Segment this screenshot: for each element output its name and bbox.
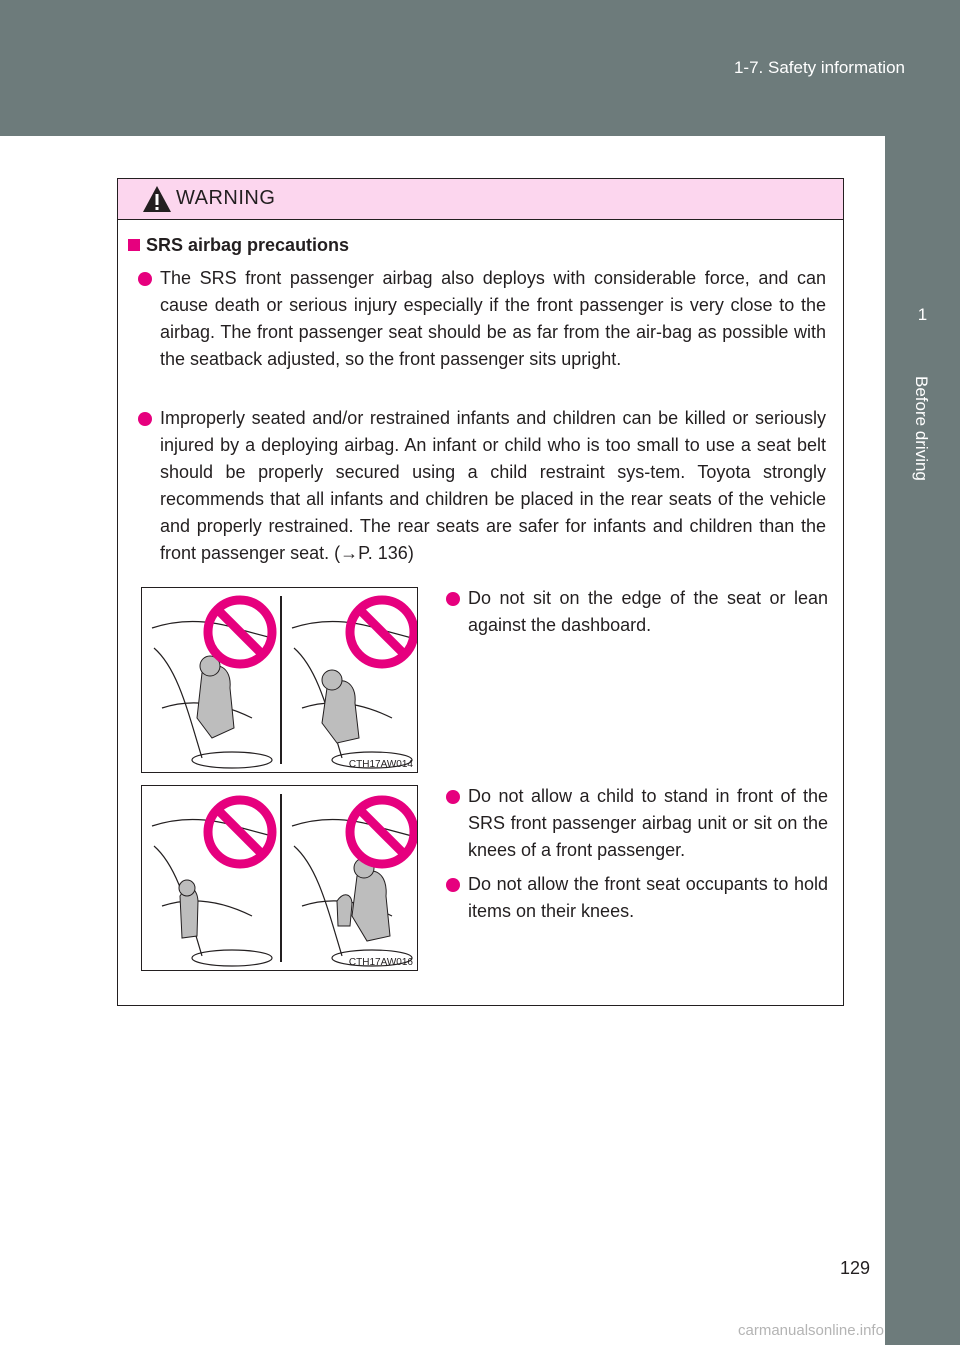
chapter-side-tab <box>885 136 960 1345</box>
section-title: 1-7. Safety information <box>733 58 905 77</box>
figure-2-bullet-1 <box>468 783 828 864</box>
figure-divider <box>280 794 282 962</box>
prohibition-icon <box>208 800 272 864</box>
bullet-dot-icon <box>138 272 152 286</box>
heading-square-icon <box>128 239 140 251</box>
page-header-bar <box>0 0 960 136</box>
paragraph-1-text: The SRS front passenger airbag also deploys with considerable force, and can cause death or serious injury especially if the front passenger is very close to the airbag. The front passenger seat should be as far from the air-bag as possible with the seatback adjusted, so the front passenger sits upright. <box>160 268 826 369</box>
bullet-dot-icon <box>446 878 460 892</box>
side-tab-label-bg <box>885 366 960 536</box>
figure-2-bullet-2-text: Do not allow the front seat occupants to hold items on their knees. <box>468 874 828 921</box>
bullet-dot-icon <box>446 592 460 606</box>
paragraph-2-text: Improperly seated and/or restrained infants and children can be killed or seriously injured by a deploying airbag. An infant or child who is too small to use a seat belt should be properly secured using a child restraint sys-tem. Toyota strongly recommends that all infants and children be placed in the rear seats of the vehicle and properly restrained. The rear seats are safer for infants and children than the front passenger seat. (→P. 136) <box>160 408 826 563</box>
prohibition-icon <box>208 600 272 664</box>
heading-text: SRS airbag precautions <box>146 235 350 255</box>
figure-1 <box>141 587 418 773</box>
prohibition-icon <box>350 600 414 664</box>
figure-divider <box>280 596 282 764</box>
figure-2-bullet-2 <box>468 871 828 925</box>
prohibition-icon <box>350 800 414 864</box>
figure-2 <box>141 785 418 971</box>
chapter-number: 1 <box>917 305 928 324</box>
warning-label: WARNING <box>176 187 276 209</box>
paragraph-2 <box>160 405 826 567</box>
bullet-dot-icon <box>446 790 460 804</box>
warning-box <box>117 178 844 1006</box>
chapter-name: Before driving <box>912 376 931 481</box>
section-heading <box>128 235 349 256</box>
figure-1-bullet-text: Do not sit on the edge of the seat or lean against the dashboard. <box>468 588 828 635</box>
figure-code: CTH17AW014 <box>348 759 413 770</box>
figure-2-bullet-1-text: Do not allow a child to stand in front of the SRS front passenger airbag unit or sit on the knees of a front passenger. <box>468 786 828 860</box>
paragraph-1 <box>160 265 826 373</box>
warning-triangle-icon <box>142 185 172 213</box>
bullet-dot-icon <box>138 412 152 426</box>
watermark: carmanualsonline.info <box>738 1322 884 1339</box>
figure-code: CTH17AW016 <box>348 957 413 968</box>
figure-1-bullet <box>468 585 828 639</box>
page-number: 129 <box>840 1258 871 1278</box>
warning-header <box>118 179 843 220</box>
